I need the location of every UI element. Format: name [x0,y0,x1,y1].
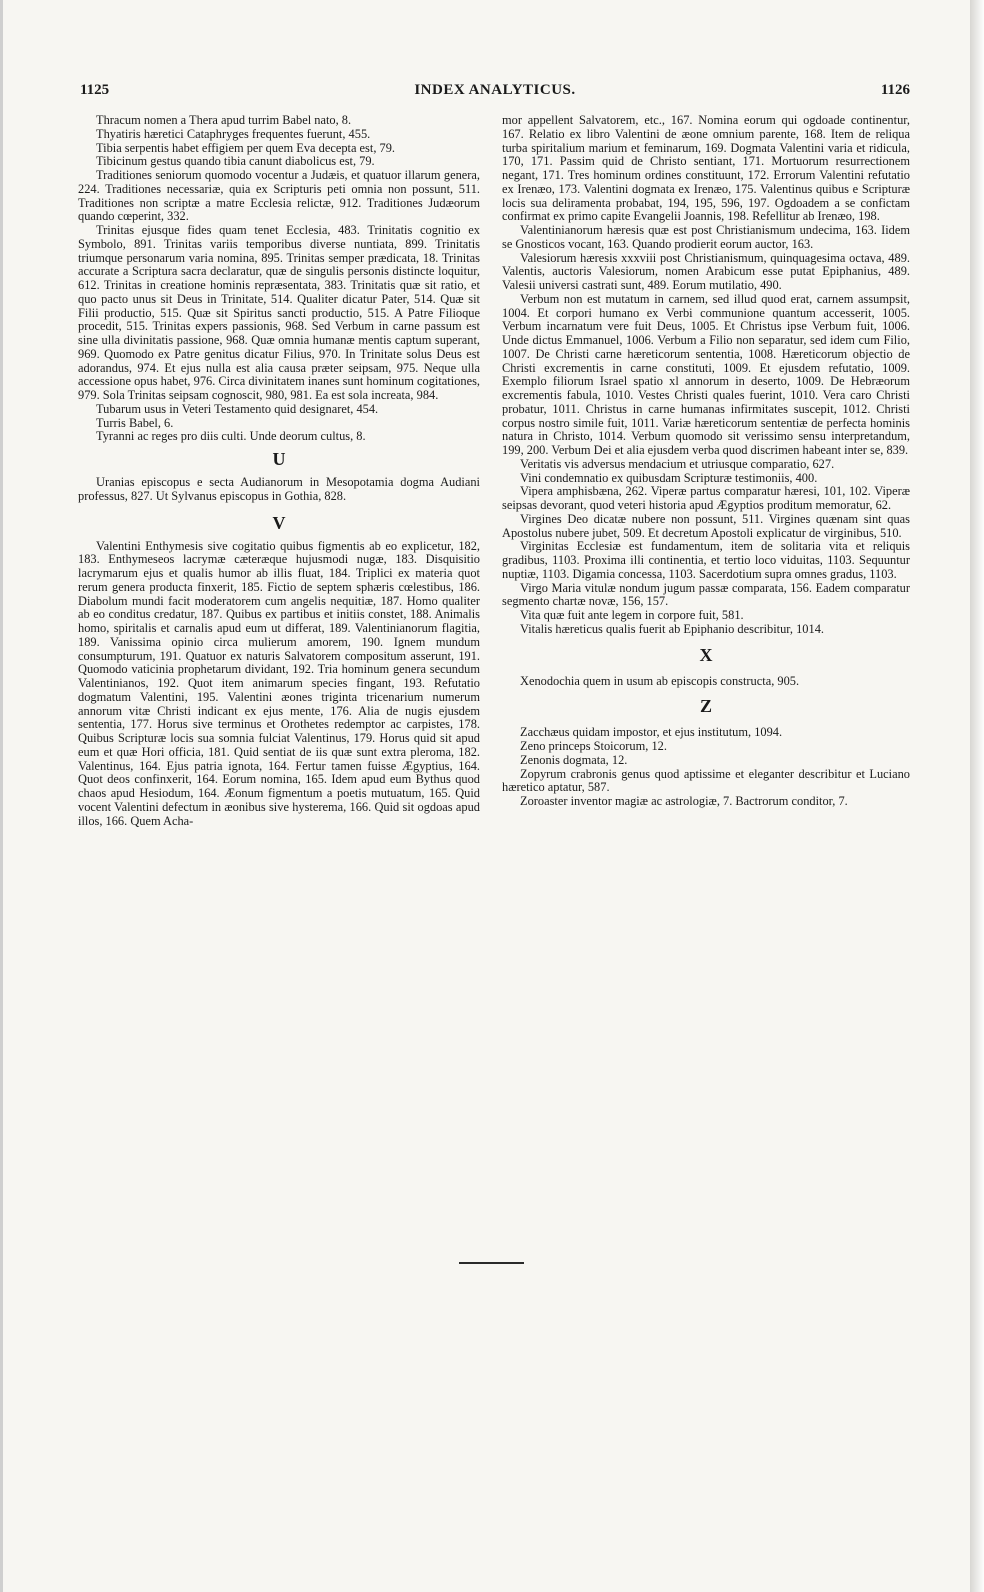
section-letter-x: X [699,644,713,665]
page-number-right: 1126 [880,82,910,98]
index-entry: Zenonis dogmata, 12. [520,752,628,767]
index-entry: Vitalis hæreticus qualis fuerit ab Epiphanio describitur, 1014. [520,621,824,636]
index-entry: Xenodochia quem in usum ab episcopis constructa, 905. [520,673,800,688]
closing-rule [459,1262,524,1264]
index-entry: Zoroaster inventor magiæ ac astrologiæ, 7. Bactrorum conditor, 7. [520,794,848,808]
index-entry: Virgines Deo dicatæ nubere non possunt, 511. Virgines quænam sint quas Apostolus nubere jubet, 509. Et decretum Apostoli explicatur de virginibus, 510. [502,511,910,540]
index-entry: Valentinianorum hæresis quæ est post Christianismum undecima, 163. Iidem se Gnosticos vocant, 163. Quando prodierit eorum auctor, 163. [502,223,910,251]
index-entry: Turris Babel, 6. [96,415,174,430]
index-entry: Vini condemnatio ex quibusdam Scripturæ testimoniis, 400. [520,470,818,485]
scan-right-edge [970,0,984,1592]
index-entry: Valesiorum hæresis xxxviii post Christianismum, quinquagesima octava, 489. Valentis, auctoris Valesiorum, nomen Arabicum esse putat Epiphanius, 489. Valesii universi castrati sunt, 489. Eorum mutilatio, 490. [502,250,910,292]
left-column [78,114,480,828]
index-entry: Uranias episcopus e secta Audianorum in Mesopotamia dogma Audiani professus, 827. Ut Sylvanus episcopus in Gothia, 828. [78,475,480,503]
index-entry: Zeno princeps Stoicorum, 12. [520,739,667,753]
index-entry: Tibicinum gestus quando tibia canunt diabolicus est, 79. [96,154,375,169]
section-letter-z: Z [699,696,712,717]
section-letter-v: V [272,512,286,533]
index-entry: Veritatis vis adversus mendacium et utriusque comparatio, 627. [520,456,835,471]
index-entry: Traditiones seniorum quomodo vocentur a Judæis, et quatuor illarum genera, 224. Traditiones necessariæ, quia ex Scripturis peti omnia non possunt, 511. Traditiones non scriptæ a matre Ecclesia relictæ, 912. Traditiones Judæorum quando cœperint, 332. [78,168,480,224]
index-entry: Tyranni ac reges pro diis culti. Unde deorum cultus, 8. [96,429,366,444]
scan-left-edge [0,0,3,1592]
index-entry: Valentini Enthymesis sive cogitatio quibus figmentis ab eo explicetur, 182, 183. Enthymeseos lacrymæ cæteræque hujusmodi nugæ, 183. Disquisitio lacrymarum ejus et qualis humor ab illis fluat, 184. Triplici ex materia quot rerum genera producta finxerit, 185. Fictio de septem sphæris cœlestibus, 186. Diabolum mundi facit moderatorem cum angelis nequitiæ, 187. Homo qualiter ab eo conditus credatur, 187. Quibus ex partibus et initiis constet, 188. Animalis homo, spiritalis et carnalis apud eum ut differat, 189. Valentinianorum flagitia, 189. Vanissima opinio circa mulierum amorem, 190. Ignem mundum consumpturum, 191. Quatuor ex naturis Salvatorem compositum asserunt, 191. Quomodo vaticinia prophetarum dividant, 192. Tria hominum genera secundum Valentinianos, 192. Quot item animarum species fingant, 193. Refutatio dogmatum Valentini, 195. Valentini æones triginta tricenarium numerum annorum vitæ Christi indicant ex ejus mente, 176. Alia de nugis ejusdem sententia, 177. Horus sive terminus et Orothetes redemptor ac carpistes, 178. Quibus Scripturæ locis sua somnia fulciat Valentinus, 179. Horus quid sit apud eum et quæ Hori officia, 181. Quid sentiat de iis quæ sunt extra pleroma, 182. Valentinus, 164. Ejus patria ignota, 164. Fertur tamen fuisse Ægyptius, 164. Quot deos confinxerit, 164. Eorum nomina, 165. Idem apud eum Bythus quod chaos apud Hesiodum, 164. Æonum figmentum a poetis mutuatum, 165. Quid vocent Valentini defectum in æonibus sive hysterema, 166. Quid sit ogdoas apud illos, 166. Quem Acha- [78,538,480,828]
index-entry: Tibia serpentis habet effigiem per quem Eva decepta est, 79. [96,140,396,155]
index-entry: Virgo Maria vitulæ nondum jugum passæ comparata, 156. Eadem comparatur segmento chartæ novæ, 156, 157. [502,580,910,609]
header-title: INDEX ANALYTICUS. [414,82,576,98]
index-entry: Vita quæ fuit ante legem in corpore fuit, 581. [520,608,744,622]
index-entry: Thyatiris hæretici Cataphryges frequentes fuerunt, 455. [96,126,371,141]
right-column [502,114,910,809]
index-entry: Trinitas ejusque fides quam tenet Ecclesia, 483. Trinitatis cognitio ex Symbolo, 891. Trinitas variis temporibus diverse nuntiata, 899. Trinitatis triumque personarum varia nomina, 895. Trinitas semper prædicata, 18. Trinitas accurate a Scriptura sacra declaratur, quæ de singulis personis distincte loquitur, 612. Trinitas in creatione hominis repræsentata, 383. Trinitatis quæ sit ratio, et quo pacto unus sit Deus in Trinitate, 514. Qualiter dicatur Pater, 514. Quæ sit Filii productio, 515. Quæ sit Spiritus sancti productio, 515. A Patre Filioque procedit, 515. Trinitas expers passionis, 968. Sed Verbum in carne passum est sine ulla divinitatis passione, 968. Quæ omnia humanæ mentis captum superant, 969. Quomodo ex Patre genitus dicatur Filius, 970. In Trinitate solus Deus est adorandus, 974. Et ejus nulla est alia causa præter seipsam, 975. Neque ulla accessione opus habet, 976. Circa divinitatem inanes sunt hominum cogitationes, 979. Sola Trinitas seipsam cognoscit, 980, 981. Ea est sola increata, 984. [78,223,480,402]
index-entry: Verbum non est mutatum in carnem, sed illud quod erat, carnem assumpsit, 1004. Et corpori humano ex Verbi communione quantum accesserit, 1005. Verbum incarnatum vere fuit Deus, 1005. Et Christus ipse Verbum fuit, 1006. Unde dictus Emmanuel, 1006. Verbum a Filio non separatur, sed idem cum Filio, 1007. De Christi carne hæreticorum sententia, 1008. Hæreticorum objectio de Christi excrementis in carne constituti, 1009. Et ejusdem refutatio, 1009. Exemplo filiorum Israel spatio xl annorum in deserto, 1009. De Hebræorum excrementis fabula, 1010. Vestes Christi quales fuerint, 1010. Vera caro Christi probatur, 1011. Christus in carne humanas infirmitates suscepit, 1012. Christi corpus nostro simile fuit, 1011. Variæ hæreticorum sententiæ de perfecta hominis natura in Christo, 1014. Verbum quomodo sit verissimo sensu interpretandum, 199, 200. Verbum Dei et alia ejusdem verba quod discrimen habeant inter se, 839. [502,291,910,457]
index-entry: Tubarum usus in Veteri Testamento quid designaret, 454. [96,401,379,416]
index-entry-continued: mor appellent Salvatorem, etc., 167. Nomina eorum qui ogdoade continentur, 167. Relatio ex libro Valentini de æone omnium parente, 168. Item de reliqua turba spiritalium marium et feminarum, 169. Dogmata Valentini varia et ridicula, 170, 171. Passim quid de Christo sentiant, 171. Mortuorum resurrectionem negant, 171. Tres hominum ordines constituunt, 172. Errorum Valentini refutatio ex Irenæo, 173. Valentini dogmata ex Irenæo, 175. Valentinus quibus e Scripturæ locis sua deliramenta probabat, 194, 195, 596, 197. Ogdoadem a se confictam confirmat ex primo capite Evangelii Joannis, 198. Refellitur ab Irenæo, 198. [502,113,910,224]
running-header [80,82,910,104]
section-letter-u: U [272,449,286,469]
index-entry: Virginitas Ecclesiæ est fundamentum, item de solitaria vita et reliquis gradibus, 1103. Proxima illi continentia, et tertio loco viduitas, 1103. Sequuntur nuptiæ, 1103. Digamia concessa, 1103. Sacerdotium supra omnes gradus, 1103. [502,539,910,581]
index-entry: Thracum nomen a Thera apud turrim Babel nato, 8. [96,113,352,127]
index-entry: Zacchæus quidam impostor, et ejus institutum, 1094. [520,725,783,740]
index-entry: Vipera amphisbæna, 262. Viperæ partus comparatur hæresi, 101, 102. Viperæ seipsas devorant, quod veteri historia apud Ægyptios proditum memoratur, 62. [502,484,910,512]
index-entry: Zopyrum crabronis genus quod aptissime et eleganter describitur et Luciano hæretico aptatur, 587. [502,766,910,795]
page-number-left: 1125 [80,82,110,98]
